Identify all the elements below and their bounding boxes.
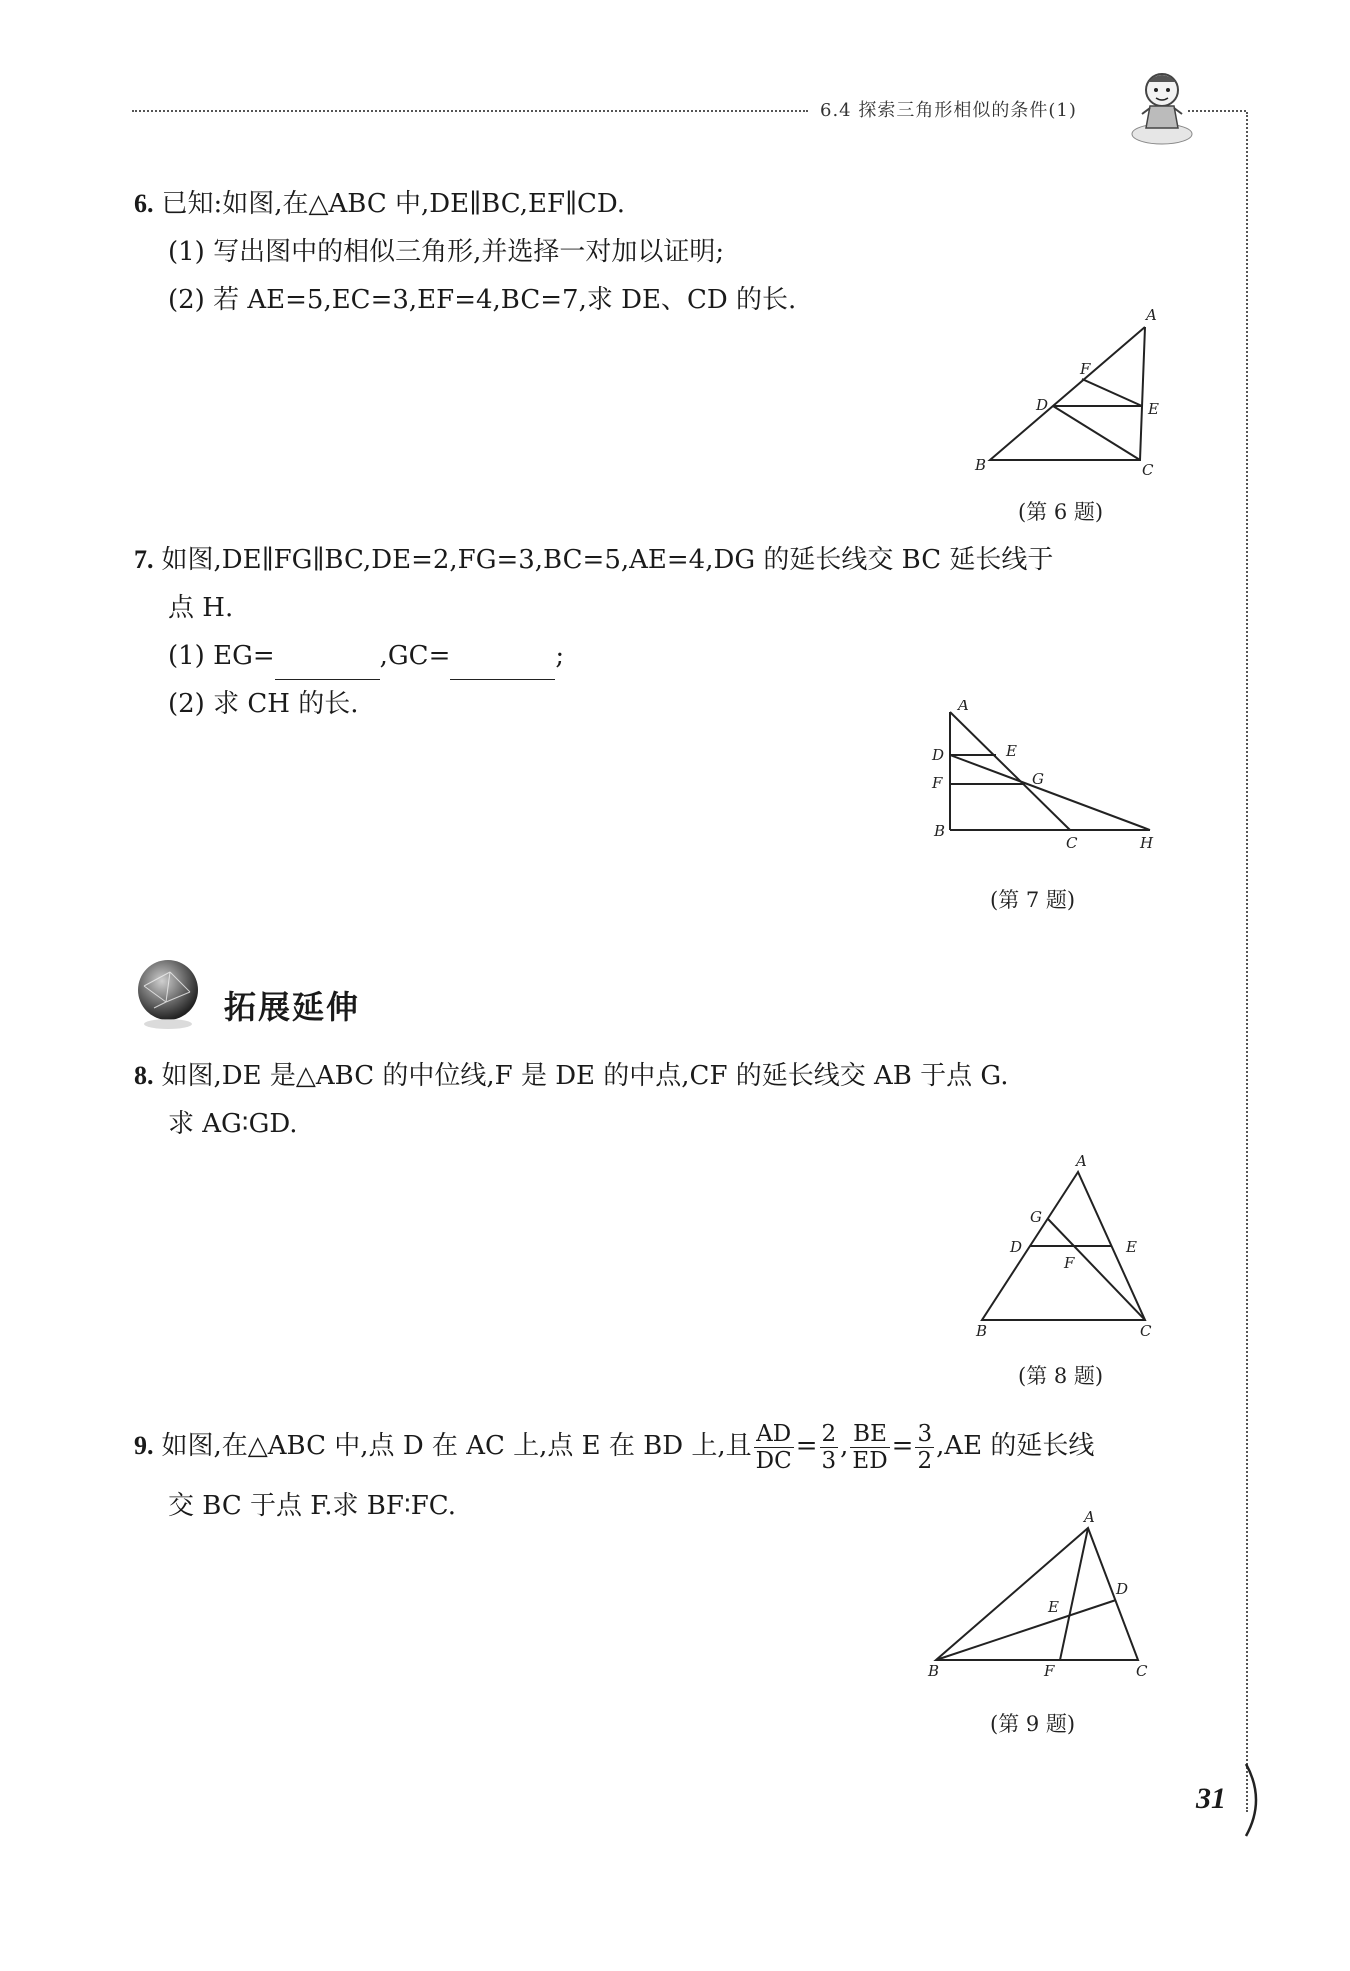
fig7-label-A: A (958, 700, 969, 714)
question-7-stem (134, 536, 1053, 584)
fig9-label-A: A (1084, 1508, 1095, 1526)
question-9-stem (134, 1418, 1094, 1474)
q6-stem-text: 已知:如图,在△ABC 中,DE∥BC,EF∥CD. (161, 189, 626, 219)
figure-9 (918, 1508, 1168, 1688)
fig6-label-C: C (1142, 461, 1154, 479)
question-6-part-1: (1) 写出图中的相似三角形,并选择一对加以证明; (168, 237, 725, 267)
fig8-label-G: G (1030, 1208, 1042, 1226)
q8-stem-line-1: 如图,DE 是△ABC 的中位线,F 是 DE 的中点,CF 的延长线交 AB 于点 G. (161, 1061, 1009, 1091)
fig7-label-D: D (932, 746, 945, 764)
frac-numerator: 3 (917, 1420, 933, 1447)
q7-part1-eg: (1) EG= (168, 641, 275, 671)
question-9-stem-line-2: 交 BC 于点 F.求 BF∶FC. (168, 1491, 456, 1521)
fig9-label-D: D (1116, 1580, 1129, 1598)
section-title: 拓展延伸 (224, 988, 361, 1026)
q7-stem-line-1: 如图,DE∥FG∥BC,DE=2,FG=3,BC=5,AE=4,DG 的延长线交 BC 延长线于 (161, 545, 1054, 575)
header-rule (132, 110, 808, 112)
fraction-3-2 (915, 1421, 934, 1474)
question-6-stem (134, 180, 625, 228)
comma: , (840, 1431, 849, 1461)
fig7-label-B: B (934, 822, 946, 840)
fig7-label-H: H (1140, 834, 1154, 852)
question-7-part-1 (168, 632, 564, 680)
question-7-stem-line-2: 点 H. (168, 593, 234, 623)
q9-stem-part-b: ,AE 的延长线 (936, 1431, 1095, 1461)
equals-sign: = (891, 1431, 914, 1461)
eg-answer-blank[interactable] (275, 649, 380, 680)
fig8-label-A: A (1076, 1152, 1087, 1170)
figure-8-caption: (第 8 题) (1018, 1364, 1104, 1388)
question-8-stem (134, 1052, 1009, 1100)
gc-answer-blank[interactable] (450, 649, 555, 680)
figure-6 (970, 300, 1170, 490)
frac-numerator: BE (850, 1421, 889, 1448)
fig6-label-E: E (1148, 400, 1159, 418)
figure-7-caption: (第 7 题) (990, 888, 1076, 912)
question-number: 6. (134, 189, 154, 218)
globe-network-icon (130, 956, 206, 1032)
fig8-label-F: F (1064, 1254, 1075, 1272)
frac-denominator: 3 (821, 1447, 837, 1474)
fig7-label-E: E (1006, 742, 1017, 760)
question-6-part-2: (2) 若 AE=5,EC=3,EF=4,BC=7,求 DE、CD 的长. (168, 285, 797, 315)
question-7-part-2: (2) 求 CH 的长. (168, 689, 359, 719)
frac-denominator: 2 (917, 1447, 933, 1474)
fig6-label-B: B (975, 456, 987, 474)
fig6-label-D: D (1036, 396, 1049, 414)
frac-denominator: DC (755, 1447, 792, 1474)
fig6-label-F: F (1080, 360, 1091, 378)
frac-numerator: AD (754, 1421, 794, 1448)
fig6-label-A: A (1146, 306, 1157, 324)
frac-denominator: ED (852, 1447, 888, 1474)
fig8-label-B: B (976, 1322, 988, 1340)
fig7-label-C: C (1066, 834, 1078, 852)
side-dotted-rule (1246, 112, 1248, 1812)
figure-7 (920, 700, 1170, 860)
q7-part1-end: ; (555, 641, 565, 671)
fraction-2-3 (820, 1421, 839, 1474)
q7-part1-gc: ,GC= (379, 641, 451, 671)
fig9-label-F: F (1044, 1662, 1055, 1680)
fig8-label-C: C (1140, 1322, 1152, 1340)
figure-8 (960, 1150, 1170, 1340)
fig9-label-B: B (928, 1662, 940, 1680)
fig9-label-E: E (1048, 1598, 1059, 1616)
header-rule-right (1188, 110, 1246, 112)
question-8-stem-line-2: 求 AG∶GD. (168, 1109, 298, 1139)
fig7-label-F: F (932, 774, 943, 792)
figure-6-caption: (第 6 题) (1018, 500, 1104, 524)
figure-9-caption: (第 9 题) (990, 1712, 1076, 1736)
fraction-be-ed (850, 1421, 889, 1474)
page-number: 31 (1196, 1782, 1226, 1815)
fraction-ad-dc (754, 1421, 794, 1474)
page-number-bracket (1226, 1760, 1266, 1840)
cartoon-boy-icon (1128, 62, 1198, 152)
fig7-label-G: G (1032, 770, 1044, 788)
fig8-label-D: D (1010, 1238, 1023, 1256)
question-number: 8. (134, 1061, 154, 1090)
equals-sign: = (795, 1431, 818, 1461)
running-header-title: 6.4 探索三角形相似的条件(1) (820, 100, 1077, 121)
question-number: 9. (134, 1431, 154, 1460)
fig9-label-C: C (1136, 1662, 1148, 1680)
frac-numerator: 2 (821, 1420, 837, 1447)
q9-stem-part-a: 如图,在△ABC 中,点 D 在 AC 上,点 E 在 BD 上,且 (161, 1431, 752, 1461)
fig8-label-E: E (1126, 1238, 1137, 1256)
question-number: 7. (134, 545, 154, 574)
